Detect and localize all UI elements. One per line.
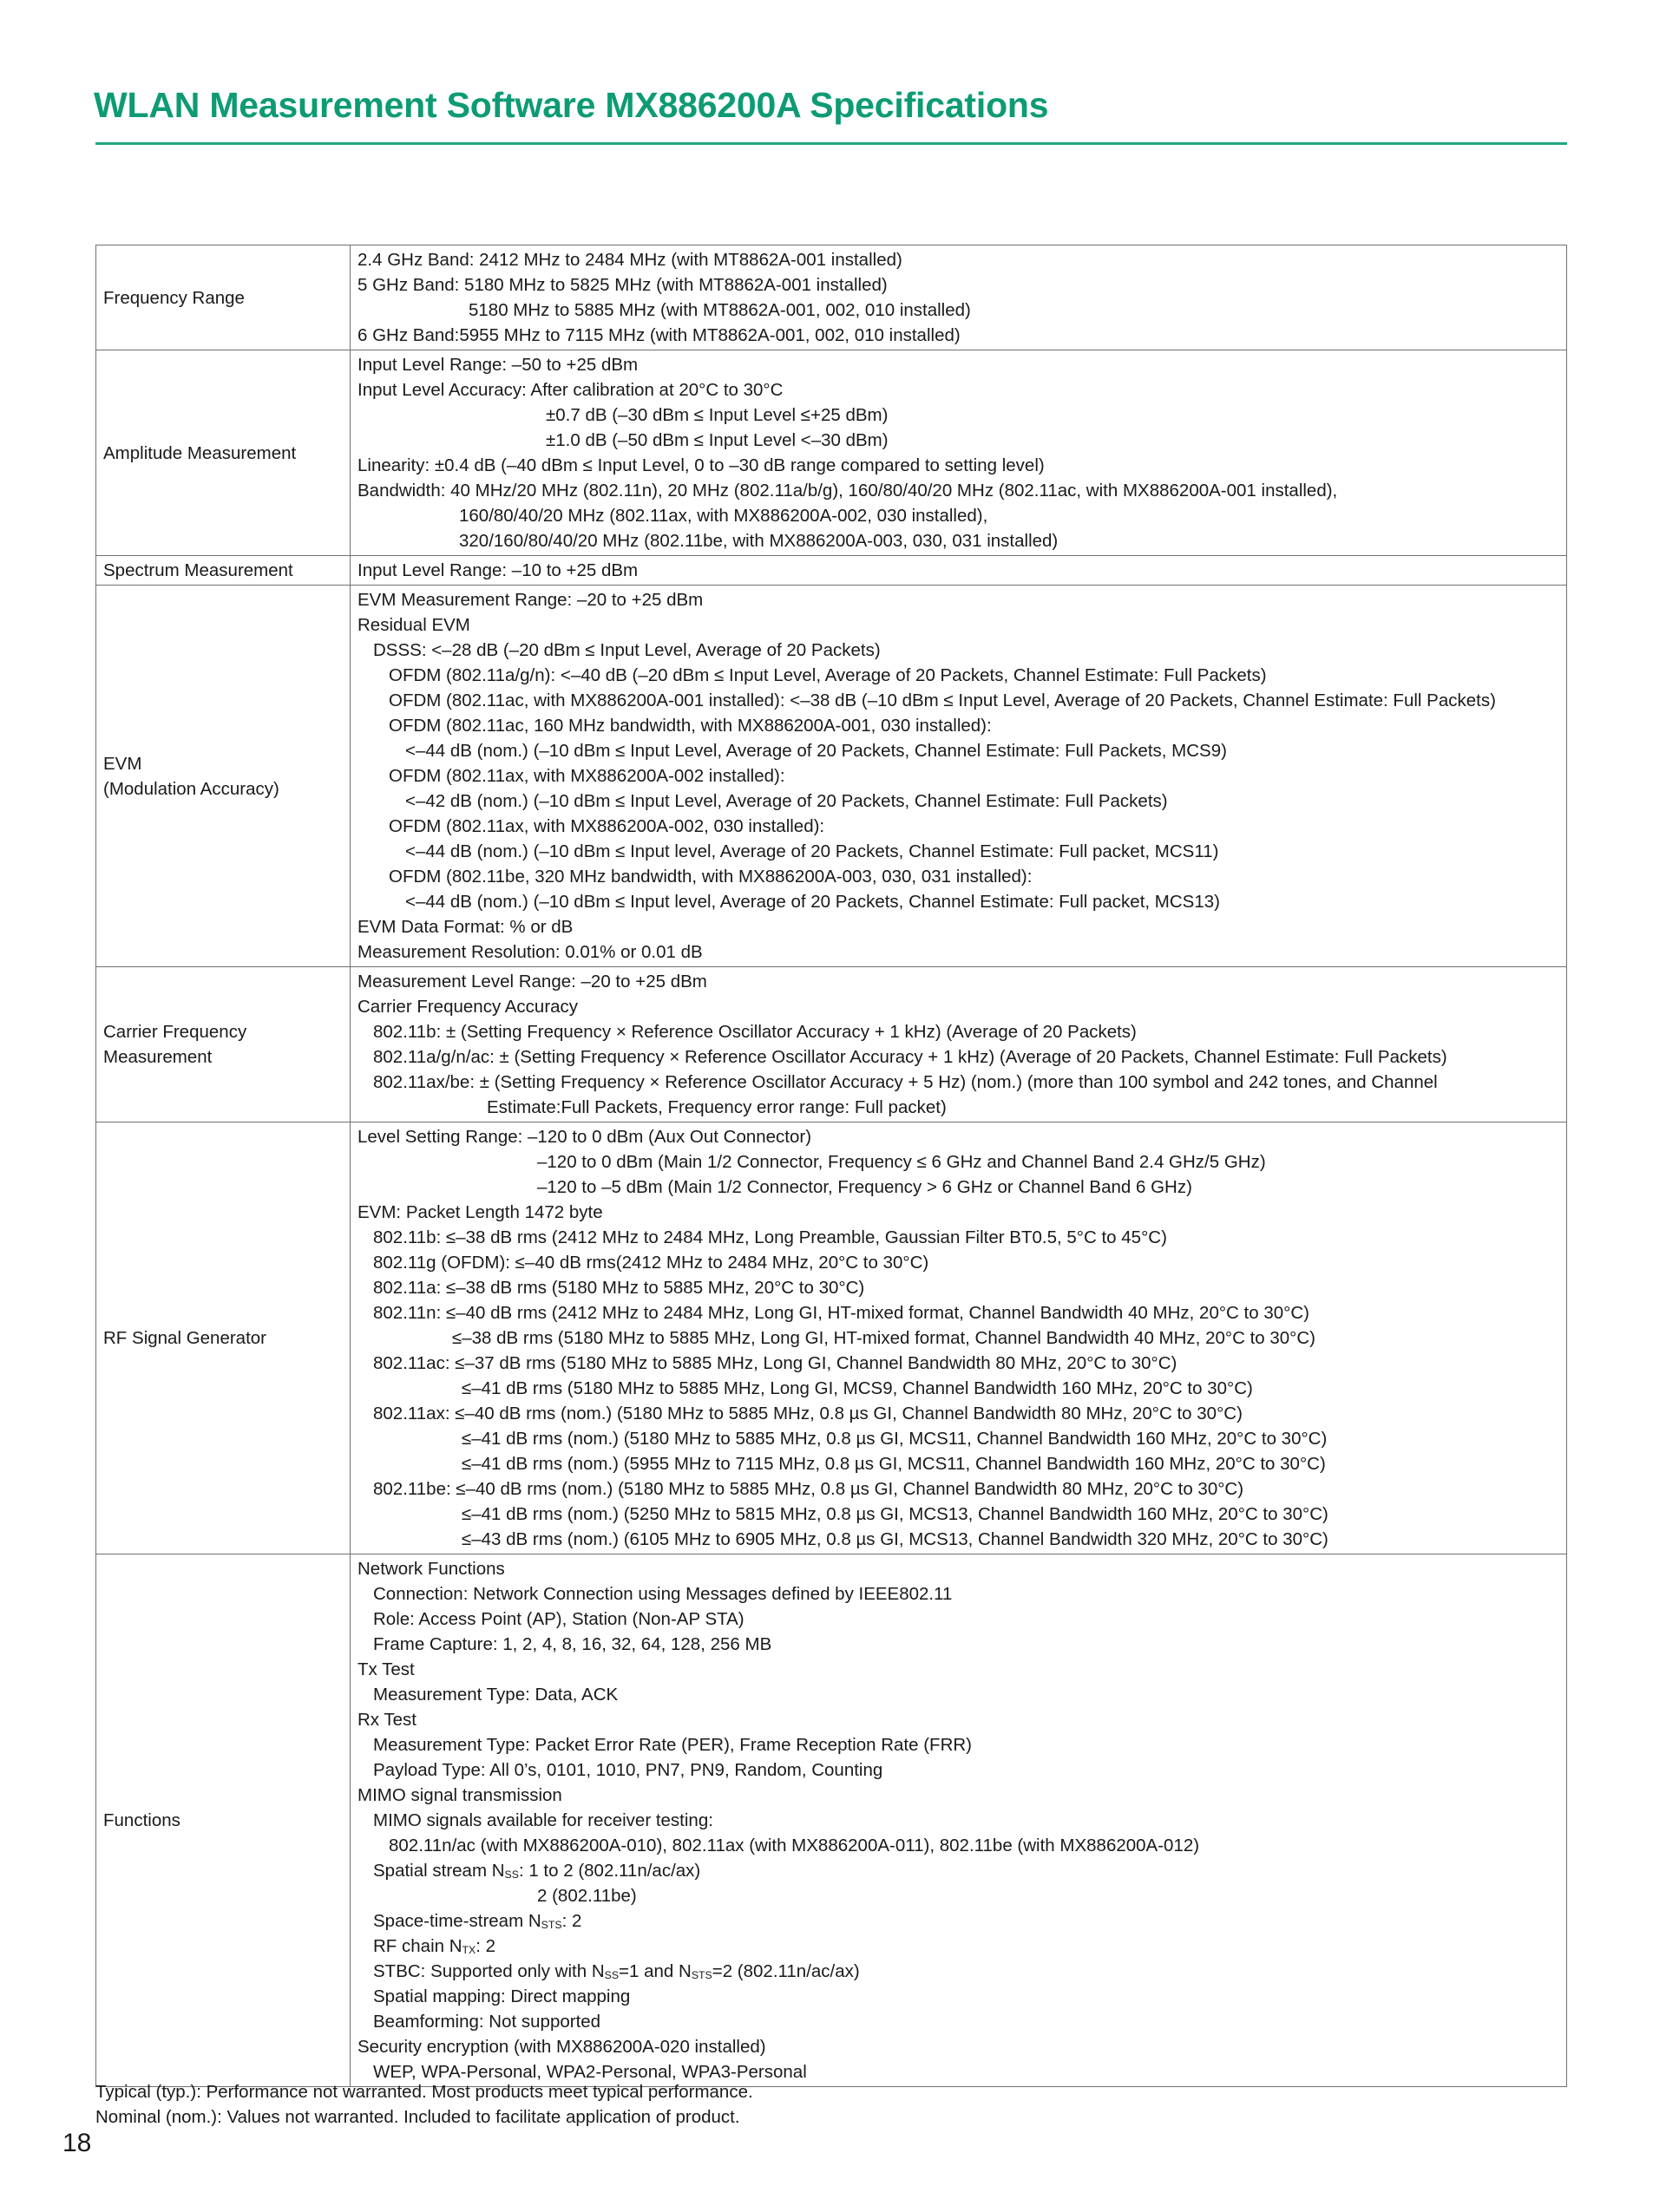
spec-label-line: Spectrum Measurement: [103, 560, 293, 580]
spec-value: [351, 967, 1567, 1122]
spec-line: Bandwidth: 40 MHz/20 MHz (802.11n), 20 MHz (802.11a/b/g), 160/80/40/20 MHz (802.11ac, with MX886200A-001 installed),: [357, 481, 1338, 501]
spec-line: ≤–38 dB rms (5180 MHz to 5885 MHz, Long GI, HT-mixed format, Channel Bandwidth 40 MHz, 20°C to 30°C): [452, 1328, 1315, 1348]
spec-line: Payload Type: All 0’s, 0101, 1010, PN7, PN9, Random, Counting: [373, 1760, 883, 1780]
spec-line: Estimate:Full Packets, Frequency error range: Full packet): [487, 1097, 947, 1117]
spec-line: Measurement Level Range: –20 to +25 dBm: [357, 972, 707, 991]
spec-line: 802.11a/g/n/ac: ± (Setting Frequency × Reference Oscillator Accuracy + 1 kHz) (Average of 20 Packets, Channel Estimate: Full Packets): [373, 1047, 1447, 1067]
spec-row-spectrum-measurement: [96, 556, 1567, 586]
spec-line: <–44 dB (nom.) (–10 dBm ≤ Input Level, Average of 20 Packets, Channel Estimate: Full Packets, MCS9): [405, 741, 1227, 761]
spec-line: 2.4 GHz Band: 2412 MHz to 2484 MHz (with MT8862A-001 installed): [357, 250, 902, 270]
spec-line: 802.11a: ≤–38 dB rms (5180 MHz to 5885 MHz, 20°C to 30°C): [373, 1278, 865, 1298]
spec-value: [351, 556, 1567, 586]
spec-line: 802.11ax/be: ± (Setting Frequency × Reference Oscillator Accuracy + 5 Hz) (nom.) (more than 100 symbol and 242 tones, and Channel: [373, 1072, 1438, 1092]
spec-line: 802.11b: ≤–38 dB rms (2412 MHz to 2484 MHz, Long Preamble, Gaussian Filter BT0.5, 5°C to 45°C): [373, 1227, 1167, 1247]
spec-line: OFDM (802.11ac, 160 MHz bandwidth, with MX886200A-001, 030 installed):: [389, 716, 992, 736]
spec-line: Network Functions: [357, 1559, 505, 1579]
spec-line: Rx Test: [357, 1710, 416, 1730]
page-title: WLAN Measurement Software MX886200A Specifications: [94, 85, 1049, 125]
note-typical: Typical (typ.): Performance not warranted. Most products meet typical performance.: [95, 2082, 753, 2102]
spec-line: 802.11n/ac (with MX886200A-010), 802.11ax (with MX886200A-011), 802.11be (with MX886200A-012): [389, 1836, 1200, 1855]
spec-line: ≤–41 dB rms (5180 MHz to 5885 MHz, Long GI, MCS9, Channel Bandwidth 160 MHz, 20°C to 30°C): [462, 1378, 1253, 1398]
spec-line: STBC: Supported only with $N_{SS}=1$ and $N_{STS}=2$ (802.11n/ac/ax): [373, 1961, 860, 1981]
spec-line: Security encryption (with MX886200A-020 installed): [357, 2037, 766, 2057]
spec-line: Carrier Frequency Accuracy: [357, 997, 579, 1017]
spec-line: ≤–43 dB rms (nom.) (6105 MHz to 6905 MHz, 0.8 µs GI, MCS13, Channel Bandwidth 320 MHz, 20°C to 30°C): [462, 1529, 1328, 1549]
spec-line: Spatial mapping: Direct mapping: [373, 1986, 631, 2006]
spec-line: Input Level Accuracy: After calibration at 20°C to 30°C: [357, 380, 784, 400]
spec-line: EVM Measurement Range: –20 to +25 dBm: [357, 590, 704, 610]
spec-line: Level Setting Range: –120 to 0 dBm (Aux Out Connector): [357, 1127, 812, 1147]
spec-line: 802.11ac: ≤–37 dB rms (5180 MHz to 5885 MHz, Long GI, Channel Bandwidth 80 MHz, 20°C to 30°C): [373, 1353, 1177, 1373]
spec-line: 802.11g (OFDM): ≤–40 dB rms(2412 MHz to 2484 MHz, 20°C to 30°C): [373, 1253, 929, 1273]
spec-line: –120 to 0 dBm (Main 1/2 Connector, Frequency ≤ 6 GHz and Channel Band 2.4 GHz/5 GHz): [537, 1152, 1266, 1172]
spec-label-line: Frequency Range: [103, 287, 245, 308]
spec-line: Measurement Resolution: 0.01% or 0.01 dB: [357, 942, 703, 962]
spec-line: Linearity: ±0.4 dB (–40 dBm ≤ Input Level, 0 to –30 dB range compared to setting level): [357, 455, 1045, 475]
spec-line: 2 (802.11be): [537, 1886, 637, 1906]
spec-line: Space-time-stream $N_{STS}$: 2: [373, 1911, 582, 1931]
spec-line: Role: Access Point (AP), Station (Non-AP STA): [373, 1609, 744, 1629]
spec-label-line: RF Signal Generator: [103, 1328, 267, 1348]
spec-line: Input Level Range: –10 to +25 dBm: [357, 560, 639, 580]
spec-label-line: EVM: [103, 753, 142, 774]
spec-line: Residual EVM: [357, 615, 470, 635]
spec-value: [351, 1122, 1567, 1554]
spec-label-line: Carrier Frequency: [103, 1022, 247, 1042]
spec-line: OFDM (802.11ax, with MX886200A-002 installed):: [389, 766, 785, 786]
spec-line: 802.11be: ≤–40 dB rms (nom.) (5180 MHz to 5885 MHz, 0.8 µs GI, Channel Bandwidth 80 MHz, 20°C to 30°C): [373, 1479, 1244, 1499]
spec-line: ≤–41 dB rms (nom.) (5955 MHz to 7115 MHz, 0.8 µs GI, MCS11, Channel Bandwidth 160 MHz, 20°C to 30°C): [462, 1454, 1326, 1474]
spec-row-evm: [96, 586, 1567, 967]
spec-label: [96, 1554, 351, 2087]
spec-line: ≤–41 dB rms (nom.) (5180 MHz to 5885 MHz, 0.8 µs GI, MCS11, Channel Bandwidth 160 MHz, 20°C to 30°C): [462, 1429, 1328, 1449]
spec-line: Frame Capture: 1, 2, 4, 8, 16, 32, 64, 128, 256 MB: [373, 1634, 772, 1654]
spec-line: Measurement Type: Packet Error Rate (PER), Frame Reception Rate (FRR): [373, 1735, 973, 1755]
spec-label-line: Amplitude Measurement: [103, 442, 297, 463]
spec-line: OFDM (802.11ax, with MX886200A-002, 030 installed):: [389, 816, 825, 836]
spec-line: –120 to –5 dBm (Main 1/2 Connector, Frequency > 6 GHz or Channel Band 6 GHz): [537, 1177, 1192, 1197]
spec-line: Measurement Type: Data, ACK: [373, 1685, 619, 1705]
spec-line: OFDM (802.11a/g/n): <–40 dB (–20 dBm ≤ Input Level, Average of 20 Packets, Channel Estimate: Full Packets): [389, 665, 1267, 685]
spec-row-rf-signal-generator: [96, 1122, 1567, 1554]
spec-line: 802.11b: ± (Setting Frequency × Reference Oscillator Accuracy + 1 kHz) (Average of 20 Packets): [373, 1022, 1137, 1042]
spec-label-line: (Modulation Accuracy): [103, 778, 279, 799]
spec-label: [96, 245, 351, 350]
spec-line: MIMO signals available for receiver testing:: [373, 1810, 713, 1830]
spec-line: Beamforming: Not supported: [373, 2012, 601, 2032]
spec-line: WEP, WPA-Personal, WPA2-Personal, WPA3-Personal: [373, 2062, 807, 2082]
spec-line: OFDM (802.11be, 320 MHz bandwidth, with MX886200A-003, 030, 031 installed):: [389, 867, 1033, 887]
spec-line: EVM: Packet Length 1472 byte: [357, 1202, 603, 1222]
spec-line: DSSS: <–28 dB (–20 dBm ≤ Input Level, Average of 20 Packets): [373, 640, 881, 660]
spec-label: [96, 1122, 351, 1554]
spec-line: Tx Test: [357, 1659, 415, 1679]
spec-line: ±1.0 dB (–50 dBm ≤ Input Level <–30 dBm): [546, 430, 889, 450]
spec-line: 802.11ax: ≤–40 dB rms (nom.) (5180 MHz to 5885 MHz, 0.8 µs GI, Channel Bandwidth 80 MHz, 20°C to 30°C): [373, 1404, 1243, 1423]
spec-line: <–44 dB (nom.) (–10 dBm ≤ Input level, Average of 20 Packets, Channel Estimate: Full packet, MCS13): [405, 892, 1220, 912]
spec-value: [351, 245, 1567, 350]
spec-line: 160/80/40/20 MHz (802.11ax, with MX886200A-002, 030 installed),: [459, 506, 988, 526]
spec-line: 5180 MHz to 5885 MHz (with MT8862A-001, 002, 010 installed): [469, 300, 971, 320]
spec-line: MIMO signal transmission: [357, 1785, 562, 1805]
spec-row-frequency-range: [96, 245, 1567, 350]
spec-label: [96, 556, 351, 586]
spec-line: ≤–41 dB rms (nom.) (5250 MHz to 5815 MHz, 0.8 µs GI, MCS13, Channel Bandwidth 160 MHz, 20°C to 30°C): [462, 1504, 1328, 1524]
spec-value: [351, 1554, 1567, 2087]
title-underline: [95, 142, 1567, 145]
spec-row-functions: [96, 1554, 1567, 2087]
spec-line: ±0.7 dB (–30 dBm ≤ Input Level ≤+25 dBm): [546, 405, 889, 425]
spec-value: [351, 586, 1567, 967]
spec-line: Connection: Network Connection using Messages defined by IEEE802.11: [373, 1584, 953, 1604]
spec-line: <–42 dB (nom.) (–10 dBm ≤ Input Level, Average of 20 Packets, Channel Estimate: Full Packets): [405, 791, 1168, 811]
spec-line: RF chain $N_{TX}$: 2: [373, 1936, 496, 1956]
spec-line: <–44 dB (nom.) (–10 dBm ≤ Input level, Average of 20 Packets, Channel Estimate: Full packet, MCS11): [405, 841, 1219, 861]
spec-label-line: Functions: [103, 1810, 180, 1830]
spec-label: [96, 967, 351, 1122]
spec-line: EVM Data Format: % or dB: [357, 917, 574, 937]
spec-label: [96, 586, 351, 967]
spec-line: Spatial stream $N_{SS}$: 1 to 2 (802.11n/ac/ax): [373, 1861, 701, 1881]
spec-line: Input Level Range: –50 to +25 dBm: [357, 355, 639, 375]
spec-line: 802.11n: ≤–40 dB rms (2412 MHz to 2484 MHz, Long GI, HT-mixed format, Channel Bandwidth 40 MHz, 20°C to 30°C): [373, 1303, 1309, 1323]
note-nominal: Nominal (nom.): Values not warranted. Included to facilitate application of product.: [95, 2107, 740, 2127]
spec-line: 5 GHz Band: 5180 MHz to 5825 MHz (with MT8862A-001 installed): [357, 275, 888, 295]
spec-line: 320/160/80/40/20 MHz (802.11be, with MX886200A-003, 030, 031 installed): [459, 531, 1059, 551]
spec-line: OFDM (802.11ac, with MX886200A-001 installed): <–38 dB (–10 dBm ≤ Input Level, Average of 20 Packets, Channel Estimate: Full Packets): [389, 690, 1496, 710]
footnotes: [95, 2079, 753, 2130]
spec-label: [96, 350, 351, 556]
spec-value: [351, 350, 1567, 556]
spec-row-carrier-frequency-measurement: [96, 967, 1567, 1122]
spec-label-line: Measurement: [103, 1047, 213, 1067]
spec-row-amplitude-measurement: [96, 350, 1567, 556]
spec-line: 6 GHz Band:5955 MHz to 7115 MHz (with MT8862A-001, 002, 010 installed): [357, 325, 961, 345]
spec-table: [95, 245, 1567, 2087]
page-number: 18: [62, 2129, 92, 2157]
